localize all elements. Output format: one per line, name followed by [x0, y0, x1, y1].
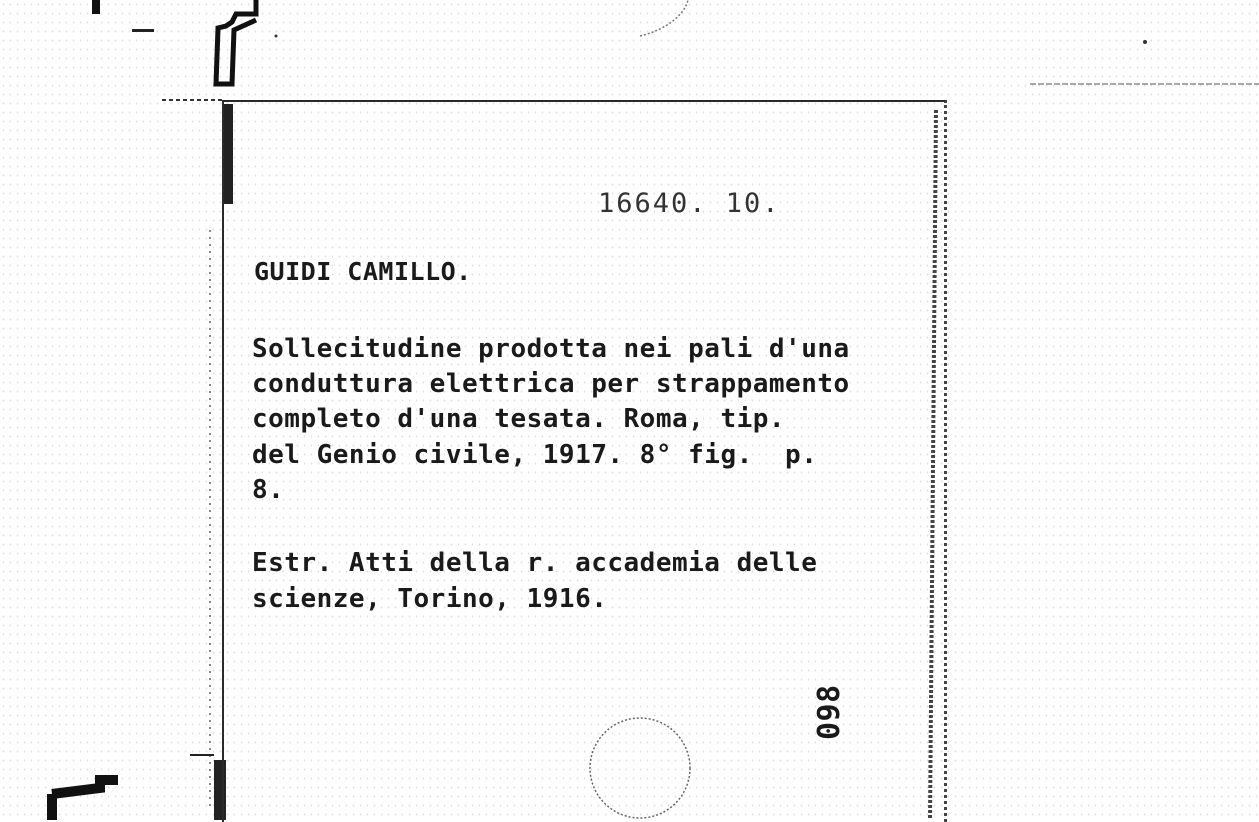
- title-line: conduttura elettrica per strappamento: [252, 369, 850, 399]
- card-edge-top: [216, 0, 256, 84]
- title-line: completo d'una tesata. Roma, tip.: [252, 404, 786, 434]
- title-line: del Genio civile, 1917. 8° fig. p.: [252, 440, 818, 470]
- note-line: scienze, Torino, 1916.: [252, 584, 608, 614]
- binding-dash: [132, 29, 154, 32]
- note-line: Estr. Atti della r. accademia delle: [252, 548, 818, 578]
- author-heading: GUIDI CAMILLO.: [254, 257, 472, 286]
- punch-hole-top: [640, 0, 688, 36]
- speck: [1143, 40, 1147, 44]
- bottom-left-bracket: [52, 780, 118, 820]
- shelfmark: 16640. 10.: [598, 188, 781, 219]
- title-line: 8.: [252, 475, 285, 505]
- speck: [275, 35, 278, 38]
- title-line: Sollecitudine prodotta nei pali d'una: [252, 334, 850, 364]
- inventory-stamp: 098: [812, 684, 847, 740]
- binding-mark-top: [92, 0, 100, 14]
